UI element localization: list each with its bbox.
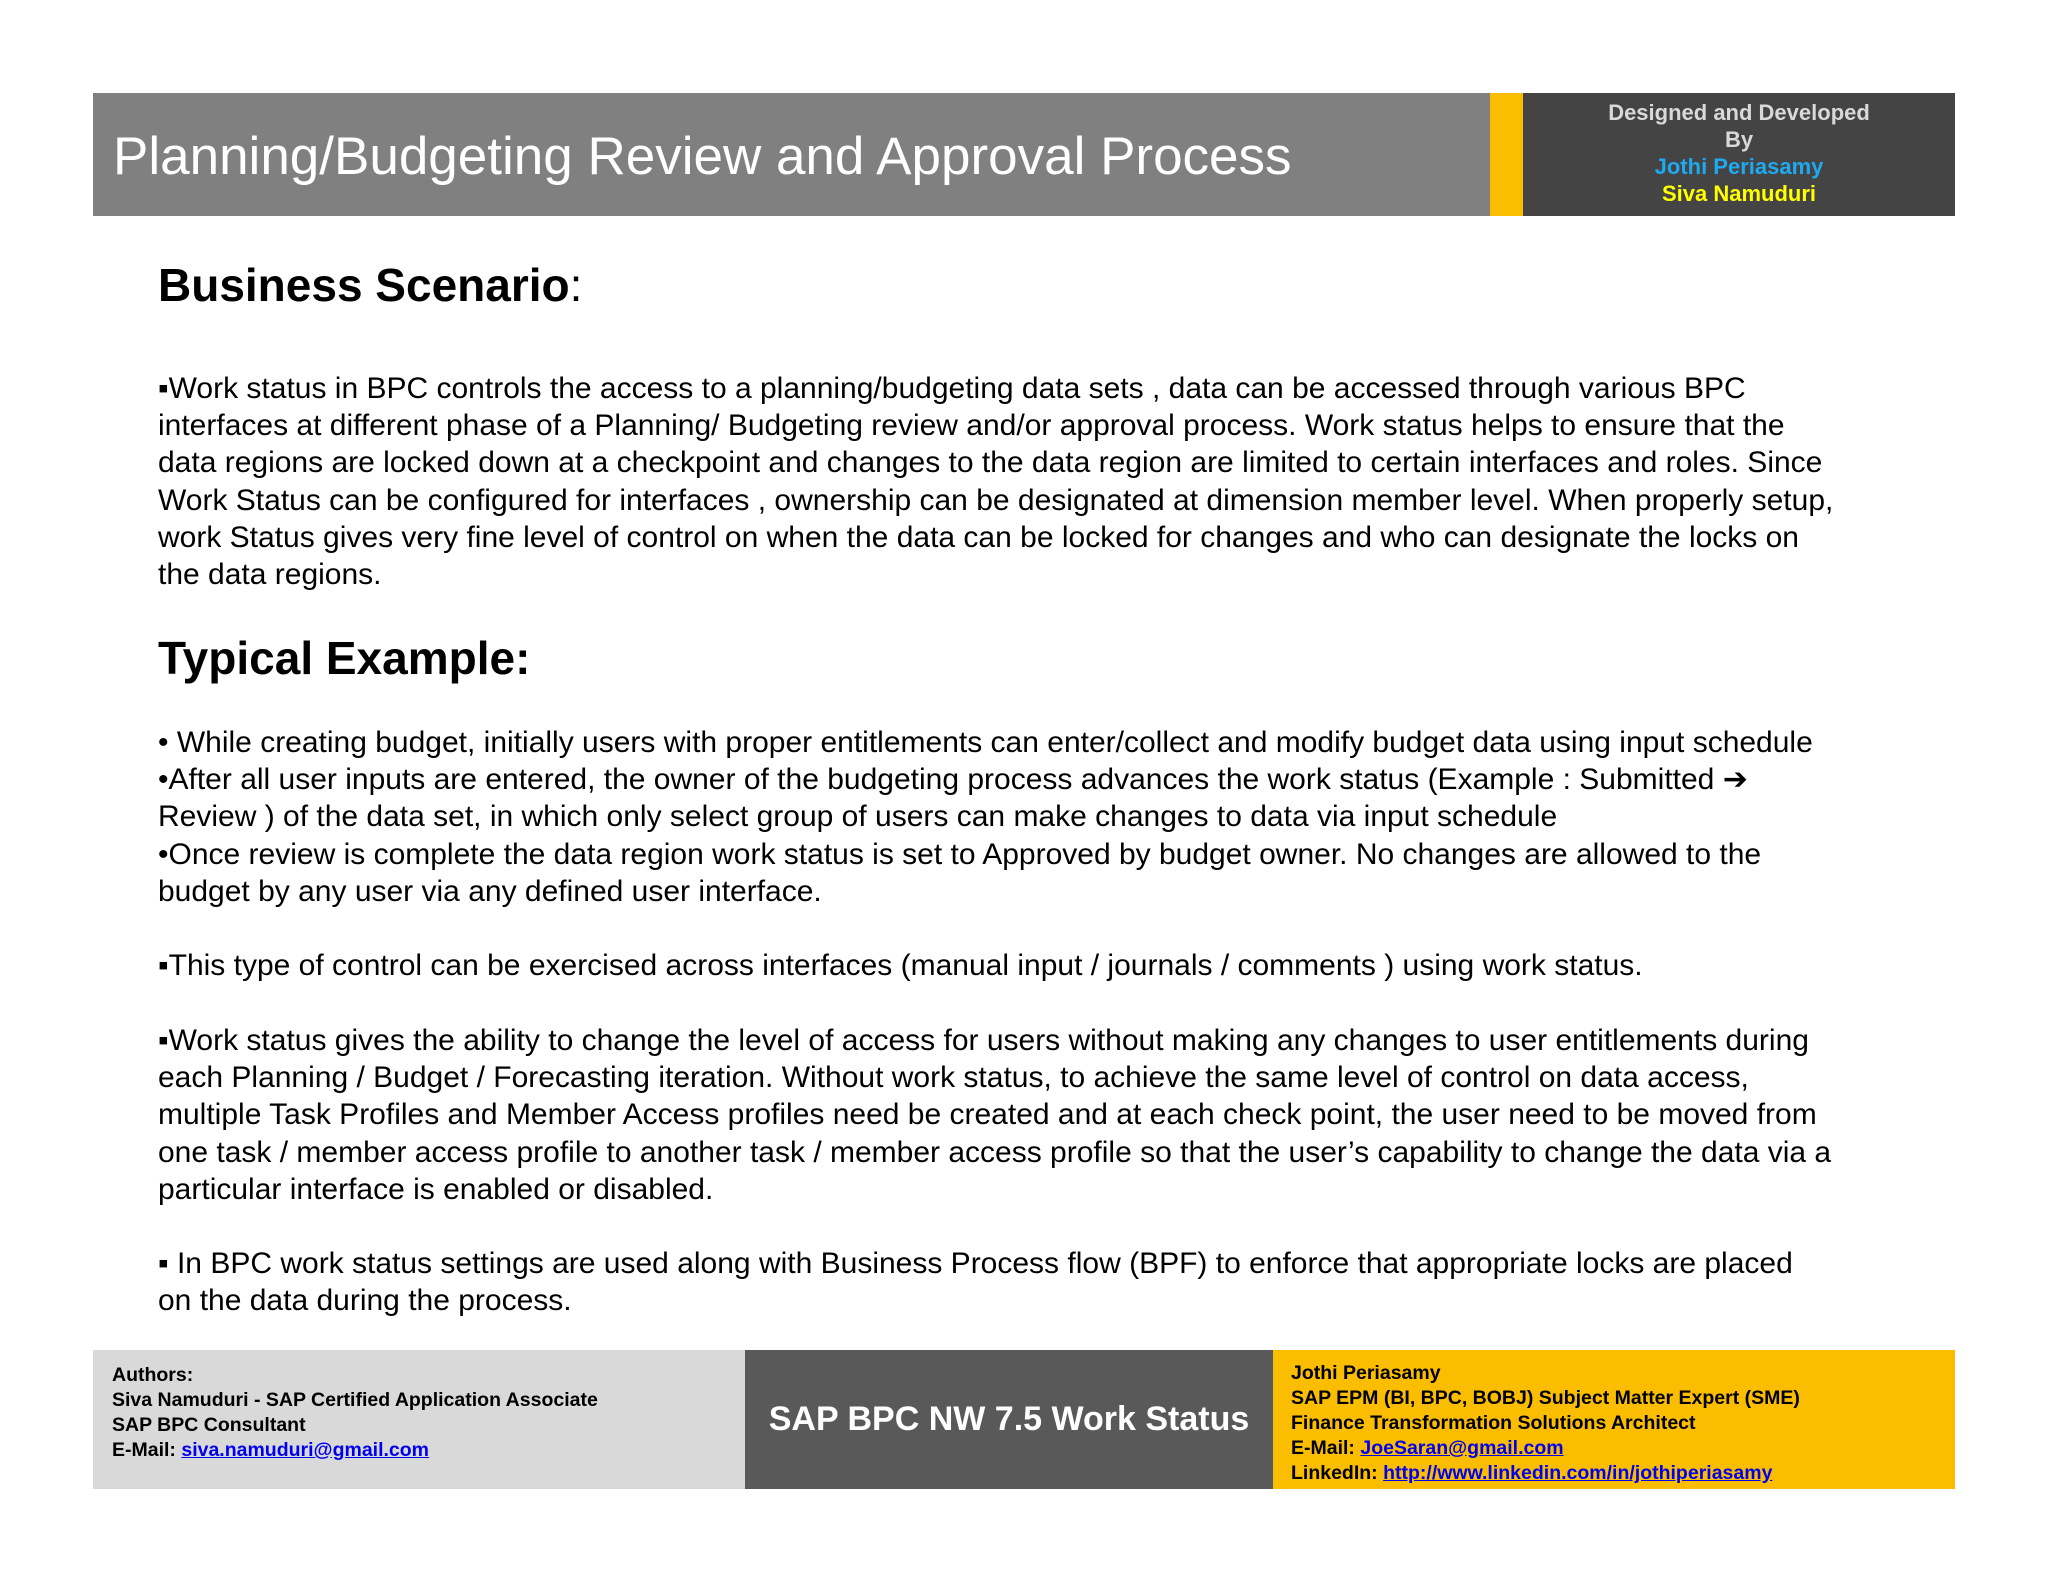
footer-contact <box>1273 1350 1955 1489</box>
example-bullets: • While creating budget, initially users with proper entitlements can enter/collect and modify budget data using input schedule •After all user inputs are entered, the owner of the budgeting process advances the work status (Example : Submitted ➔ Review ) of the data set, in which only select group of users can make changes to data via input schedule •Once review is complete the data region work status is set to Approved by budget owner. No changes are allowed to the budget by any user via any defined user interface. <box>158 726 1813 908</box>
author-line-2: SAP BPC Consultant <box>112 1414 306 1436</box>
credit-line-designed: Designed and Developed <box>1608 100 1870 125</box>
footer-title: SAP BPC NW 7.5 Work Status <box>745 1350 1273 1489</box>
credit-box <box>1523 93 1955 216</box>
business-scenario-heading <box>158 258 582 312</box>
example-paragraph-access: ▪Work status gives the ability to change the level of access for users without making any changes to user entitlements during each Planning / Budget / Forecasting iteration. Without work status, to achieve the same level of control on data access, multiple Task Profiles and Member Access profiles need be created and at each check point, the user need to be moved from one task / member access profile to another task / member access profile so that the user’s capability to change the data via a particular interface is enabled or disabled. <box>158 1024 1832 1206</box>
credit-name-jothi: Jothi Periasamy <box>1654 154 1824 179</box>
linkedin-link[interactable]: http://www.linkedin.com/in/jothiperiasamy <box>1383 1462 1773 1484</box>
author-email-label: E-Mail: <box>112 1439 182 1461</box>
business-scenario-paragraph: ▪Work status in BPC controls the access to a planning/budgeting data sets , data can be accessed through various BPC interfaces at different phase of a Planning/ Budgeting review and/or approval process. Work status helps to ensure that the data regions are locked down at a checkpoint and changes to the data region are limited to certain interfaces and roles. Since Work Status can be configured for interfaces , ownership can be designated at dimension member level. When properly setup, work Status gives very fine level of control on when the data can be locked for changes and who can designate the locks on the data regions. <box>158 372 1834 592</box>
contact-name: Jothi Periasamy <box>1291 1362 1441 1384</box>
author-line-1: Siva Namuduri - SAP Certified Application Associate <box>112 1389 598 1411</box>
contact-email-link[interactable]: JoeSaran@gmail.com <box>1360 1437 1564 1459</box>
linkedin-label: LinkedIn: <box>1291 1462 1384 1484</box>
footer <box>93 1350 1955 1489</box>
example-paragraph-control: ▪This type of control can be exercised across interfaces (manual input / journals / comments ) using work status. <box>158 949 1643 982</box>
author-email-link[interactable]: siva.namuduri@gmail.com <box>181 1439 430 1461</box>
contact-line-2: Finance Transformation Solutions Architect <box>1291 1412 1696 1434</box>
footer-authors <box>93 1350 745 1489</box>
authors-label: Authors: <box>112 1364 194 1386</box>
contact-email-label: E-Mail: <box>1291 1437 1361 1459</box>
contact-line-1: SAP EPM (BI, BPC, BOBJ) Subject Matter Expert (SME) <box>1291 1387 1800 1409</box>
linkedin-row <box>1291 1461 1955 1486</box>
contact-email-row <box>1291 1436 1955 1461</box>
credit-line-by: By <box>1724 127 1754 152</box>
example-paragraph-bpf: ▪ In BPC work status settings are used along with Business Process flow (BPF) to enforce that appropriate locks are placed on the data during the process. <box>158 1247 1793 1318</box>
title-banner <box>93 93 1955 216</box>
title-bar <box>93 93 1490 216</box>
credit-name-siva: Siva Namuduri <box>1661 181 1817 206</box>
accent-stripe <box>1490 93 1523 216</box>
business-heading-colon: : <box>569 259 583 311</box>
author-email-row <box>112 1438 745 1463</box>
typical-example-heading: Typical Example: <box>158 632 531 684</box>
page-title: Planning/Budgeting Review and Approval Process <box>113 127 1292 186</box>
business-heading-text: Business Scenario <box>158 259 570 311</box>
